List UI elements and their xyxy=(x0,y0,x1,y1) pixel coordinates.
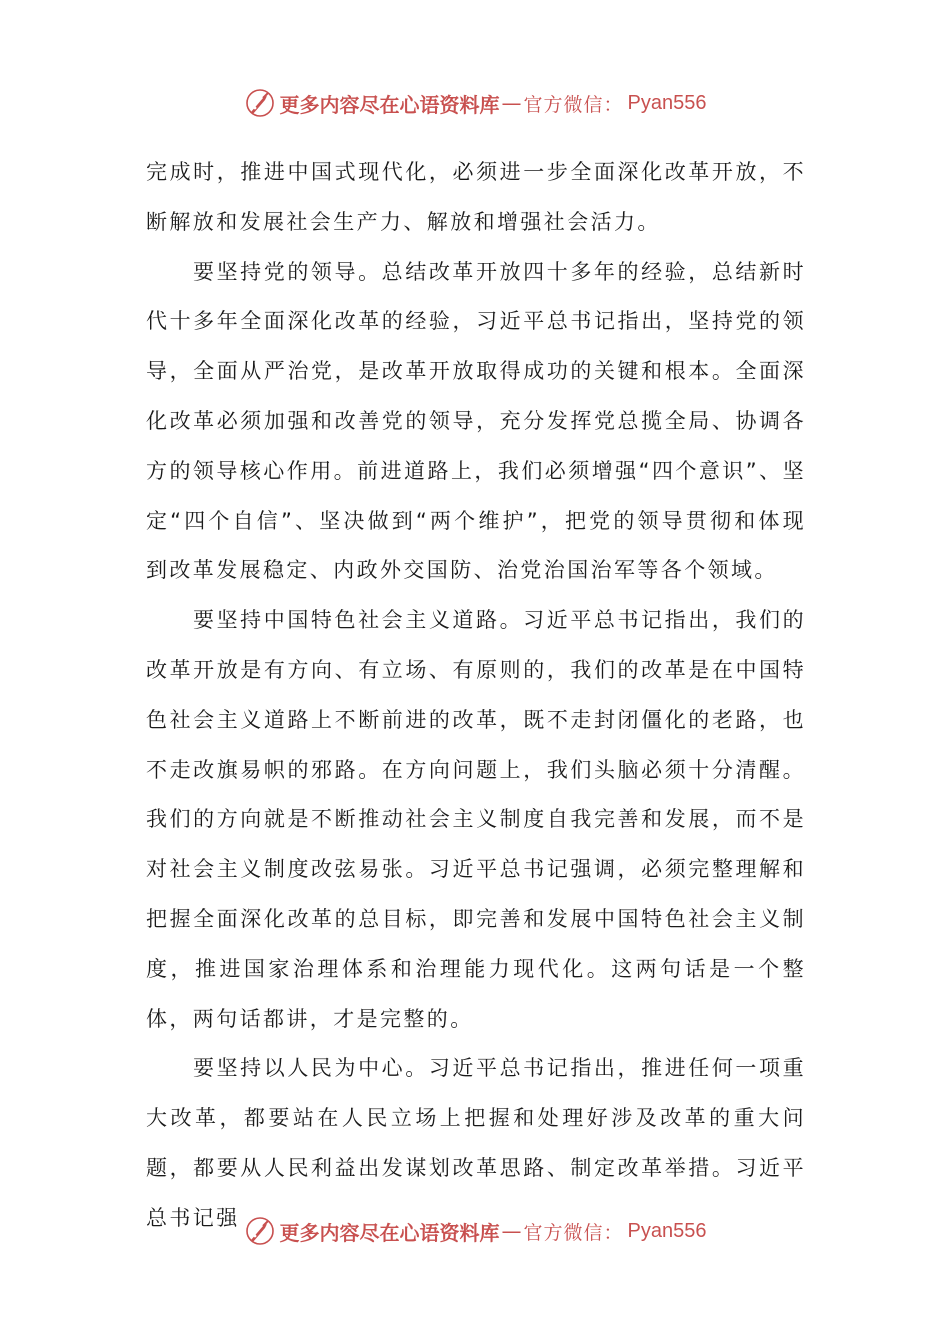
pen-nib-logo-icon xyxy=(244,87,276,119)
site-name: 更多内容尽在心语资料库 xyxy=(279,1220,500,1245)
site-name: 更多内容尽在心语资料库 xyxy=(279,92,500,117)
document-body xyxy=(146,148,806,1244)
paragraph-continuation: 完成时，推进中国式现代化，必须进一步全面深化改革开放，不断解放和发展社会生产力、解放和增强社会活力。 xyxy=(146,160,806,234)
header-watermark-banner xyxy=(0,85,950,121)
paragraph-people-centered: 要坚持以人民为中心。习近平总书记指出，推进任何一项重大改革，都要站在人民立场上把握和处理好涉及改革的重大问题，都要从人民利益出发谋划改革思路、制定改革举措。习近平总书记强 xyxy=(146,1056,806,1230)
separator-dash: — xyxy=(501,1219,522,1243)
wechat-label: 官方微信： xyxy=(523,93,624,116)
separator-dash: — xyxy=(501,91,522,115)
pen-nib-logo-icon xyxy=(244,1215,276,1247)
wechat-id: Pyan556 xyxy=(627,1219,707,1242)
paragraph-socialist-road: 要坚持中国特色社会主义道路。习近平总书记指出，我们的改革开放是有方向、有立场、有原则的，我们的改革是在中国特色社会主义道路上不断前进的改革，既不走封闭僵化的老路，也不走改旗易帜的邪路。在方向问题上，我们头脑必须十分清醒。我们的方向就是不断推动社会主义制度自我完善和发展，而不是对社会主义制度改弦易张。习近平总书记强调，必须完整理解和把握全面深化改革的总目标，即完善和发展中国特色社会主义制度，推进国家治理体系和治理能力现代化。这两句话是一个整体，两句话都讲，才是完整的。 xyxy=(146,608,806,1031)
wechat-id: Pyan556 xyxy=(627,91,707,114)
wechat-label: 官方微信： xyxy=(523,1221,624,1244)
footer-watermark-banner xyxy=(0,1213,950,1249)
paragraph-party-leadership: 要坚持党的领导。总结改革开放四十多年的经验，总结新时代十多年全面深化改革的经验，习近平总书记指出，坚持党的领导，全面从严治党，是改革开放取得成功的关键和根本。全面深化改革必须加强和改善党的领导，充分发挥党总揽全局、协调各方的领导核心作用。前进道路上，我们必须增强“四个意识”、坚定“四个自信”、坚决做到“两个维护”，把党的领导贯彻和体现到改革发展稳定、内政外交国防、治党治国治军等各个领域。 xyxy=(146,259,806,583)
